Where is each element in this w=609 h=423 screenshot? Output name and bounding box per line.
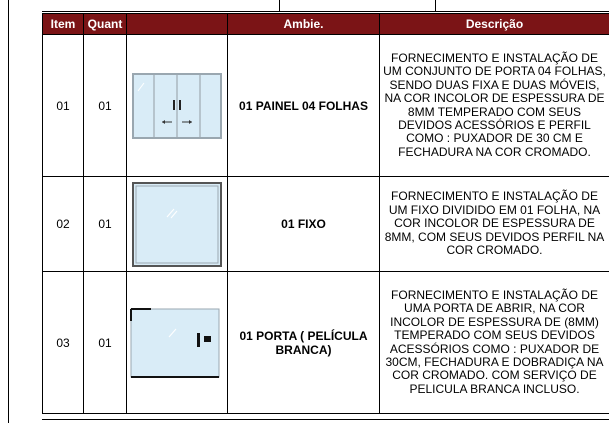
- description-text: FORNECIMENTO E INSTALAÇÃO DE UM FIXO DIVIDIDO EM 01 FOLHA, NA COR INCOLOR DE ESPESSURA DE 8MM, COM SEUS DEVIDOS PERFIL NA COR CROMADO.: [380, 177, 609, 272]
- ambiente-label: 01 FIXO: [228, 177, 380, 272]
- item-quantity: 01: [84, 177, 127, 272]
- budget-table: [42, 13, 609, 414]
- item-number: 02: [43, 177, 84, 272]
- ambiente-label: 01 PORTA ( PELÍCULA BRANCA): [228, 272, 380, 414]
- item-number: 03: [43, 272, 84, 414]
- item-image-cell: [127, 177, 228, 272]
- fixed-glass-panel-icon: [132, 182, 222, 267]
- description-text: FORNECIMENTO E INSTALAÇÃO DE UM CONJUNTO DE PORTA 04 FOLHAS, SENDO DUAS FIXA E DUAS MÓVEIS, NA COR INCOLOR DE ESPESSURA DE 8MM TEMPERADO COM SEUS DEVIDOS ACESSÓRIOS E PERFIL COMO : PUXADOR DE 30 CM E FECHADURA NA COR CROMADO.: [380, 35, 609, 177]
- page-margin-rule: [8, 0, 9, 423]
- item-image-cell: [127, 272, 228, 414]
- header-item: Item: [43, 14, 84, 35]
- table-row: [43, 177, 609, 272]
- table-row: [43, 35, 609, 177]
- swing-door-icon: [129, 307, 225, 379]
- header-ambiente: Ambie.: [228, 14, 380, 35]
- header-descricao: Descrição: [380, 14, 609, 35]
- description-text: FORNECIMENTO E INSTALAÇÃO DE UMA PORTA DE ABRIR, NA COR INCOLOR DE ESPESSURA DE (8MM) TEMPERADO COM SEUS DEVIDOS ACESSÓRIOS COMO : PUXADOR DE 30CM, FECHADURA E DOBRADIÇA NA COR CROMADO. COM SERVIÇO DE PELICULA BRANCA INCLUSO.: [380, 272, 609, 414]
- previous-table-fragment: [42, 0, 609, 12]
- item-quantity: 01: [84, 272, 127, 414]
- item-image-cell: [127, 35, 228, 177]
- next-table-border: [42, 419, 609, 420]
- header-image: [127, 14, 228, 35]
- item-number: 01: [43, 35, 84, 177]
- item-quantity: 01: [84, 35, 127, 177]
- sliding-door-4-panels-icon: [132, 73, 222, 139]
- table-row: [43, 272, 609, 414]
- ambiente-label: 01 PAINEL 04 FOLHAS: [228, 35, 380, 177]
- header-quant: Quant: [84, 14, 127, 35]
- table-header-row: [43, 14, 609, 35]
